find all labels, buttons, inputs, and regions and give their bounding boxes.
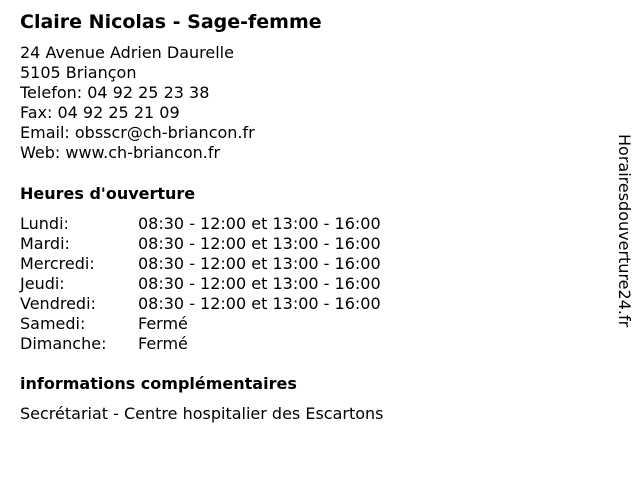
hours-row-vendredi [20, 294, 440, 314]
page-title: Claire Nicolas - Sage-femme [20, 11, 322, 33]
hours-day: Mercredi: [20, 254, 95, 273]
hours-day: Lundi: [20, 214, 69, 233]
fax-number: Fax: 04 92 25 21 09 [20, 103, 180, 122]
address-city: 5105 Briançon [20, 63, 137, 82]
hours-row-mercredi [20, 254, 440, 274]
hours-day: Vendredi: [20, 294, 96, 313]
hours-day: Mardi: [20, 234, 70, 253]
hours-day: Samedi: [20, 314, 86, 333]
site-watermark: Horairesdouverture24.fr [615, 134, 634, 328]
hours-day: Dimanche: [20, 334, 107, 353]
hours-row-samedi [20, 314, 440, 334]
hours-time: 08:30 - 12:00 et 13:00 - 16:00 [138, 294, 381, 313]
hours-day: Jeudi: [20, 274, 65, 293]
address-street: 24 Avenue Adrien Daurelle [20, 43, 234, 62]
hours-heading: Heures d'ouverture [20, 184, 196, 203]
hours-time: 08:30 - 12:00 et 13:00 - 16:00 [138, 214, 381, 233]
contact-block [20, 43, 255, 163]
website-address: Web: www.ch-briancon.fr [20, 143, 221, 162]
hours-row-jeudi [20, 274, 440, 294]
opening-hours-list [20, 214, 440, 354]
hours-time: Fermé [138, 314, 188, 333]
hours-row-lundi [20, 214, 440, 234]
hours-time: 08:30 - 12:00 et 13:00 - 16:00 [138, 274, 381, 293]
email-address: Email: obsscr@ch-briancon.fr [20, 123, 255, 142]
hours-time: 08:30 - 12:00 et 13:00 - 16:00 [138, 254, 381, 273]
hours-row-mardi [20, 234, 440, 254]
info-heading: informations complémentaires [20, 374, 297, 393]
phone-number: Telefon: 04 92 25 23 38 [20, 83, 210, 102]
hours-time: Fermé [138, 334, 188, 353]
hours-row-dimanche [20, 334, 440, 354]
hours-time: 08:30 - 12:00 et 13:00 - 16:00 [138, 234, 381, 253]
info-text: Secrétariat - Centre hospitalier des Escartons [20, 404, 384, 423]
